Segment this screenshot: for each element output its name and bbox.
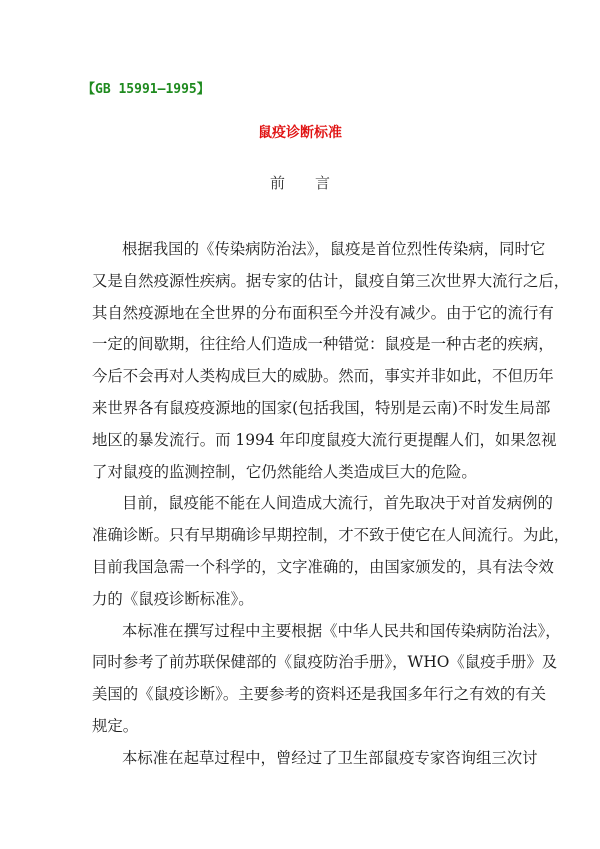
text-line: 美国的《鼠疫诊断》。主要参考的资料还是我国多年行之有效的有关 bbox=[92, 685, 547, 704]
section-title-foreword: 前 言 bbox=[269, 174, 330, 192]
text-line: 今后不会再对人类构成巨大的威胁。然而，事实并非如此，不但历年 bbox=[92, 367, 554, 386]
document-title: 鼠疫诊断标准 bbox=[258, 125, 342, 141]
text-line: 目前我国急需一个科学的，文字准确的，由国家颁发的，具有法令效 bbox=[92, 557, 554, 576]
text-line: 准确诊断。只有早期确诊早期控制，才不致于使它在人间流行。为此， bbox=[92, 526, 570, 545]
text-line: 地区的暴发流行。而 1994 年印度鼠疫大流行更提醒人们，如果忽视 bbox=[92, 430, 557, 449]
text-line: 同时参考了前苏联保健部的《鼠疫防治手册》，WHO《鼠疫手册》及 bbox=[92, 653, 558, 672]
text-line: 根据我国的《传染病防治法》，鼠疫是首位烈性传染病，同时它 bbox=[122, 240, 546, 258]
standard-code: 【GB 15991—1995】 bbox=[82, 82, 210, 97]
text-line: 又是自然疫源性疾病。据专家的估计，鼠疫自第三次世界大流行之后， bbox=[92, 271, 570, 290]
text-line: 规定。 bbox=[92, 716, 139, 735]
text-line: 了对鼠疫的监测控制，它仍然能给人类造成巨大的危险。 bbox=[92, 462, 477, 481]
text-line: 本标准在撰写过程中主要根据《中华人民共和国传染病防治法》， bbox=[122, 621, 561, 640]
text-line: 力的《鼠疫诊断标准》。 bbox=[92, 589, 254, 608]
text-line: 来世界各有鼠疫疫源地的国家(包括我国，特别是云南)不时发生局部 bbox=[92, 398, 551, 417]
body-text bbox=[92, 234, 570, 775]
text-line: 其自然疫源地在全世界的分布面积至今并没有减少。由于它的流行有 bbox=[92, 303, 554, 322]
text-line: 目前，鼠疫能不能在人间造成大流行，首先取决于对首发病例的 bbox=[122, 494, 553, 513]
text-line: 一定的间歇期，往往给人们造成一种错觉：鼠疫是一种古老的疾病， bbox=[92, 335, 554, 354]
text-line: 本标准在起草过程中，曾经过了卫生部鼠疫专家咨询组三次讨 bbox=[122, 748, 538, 767]
